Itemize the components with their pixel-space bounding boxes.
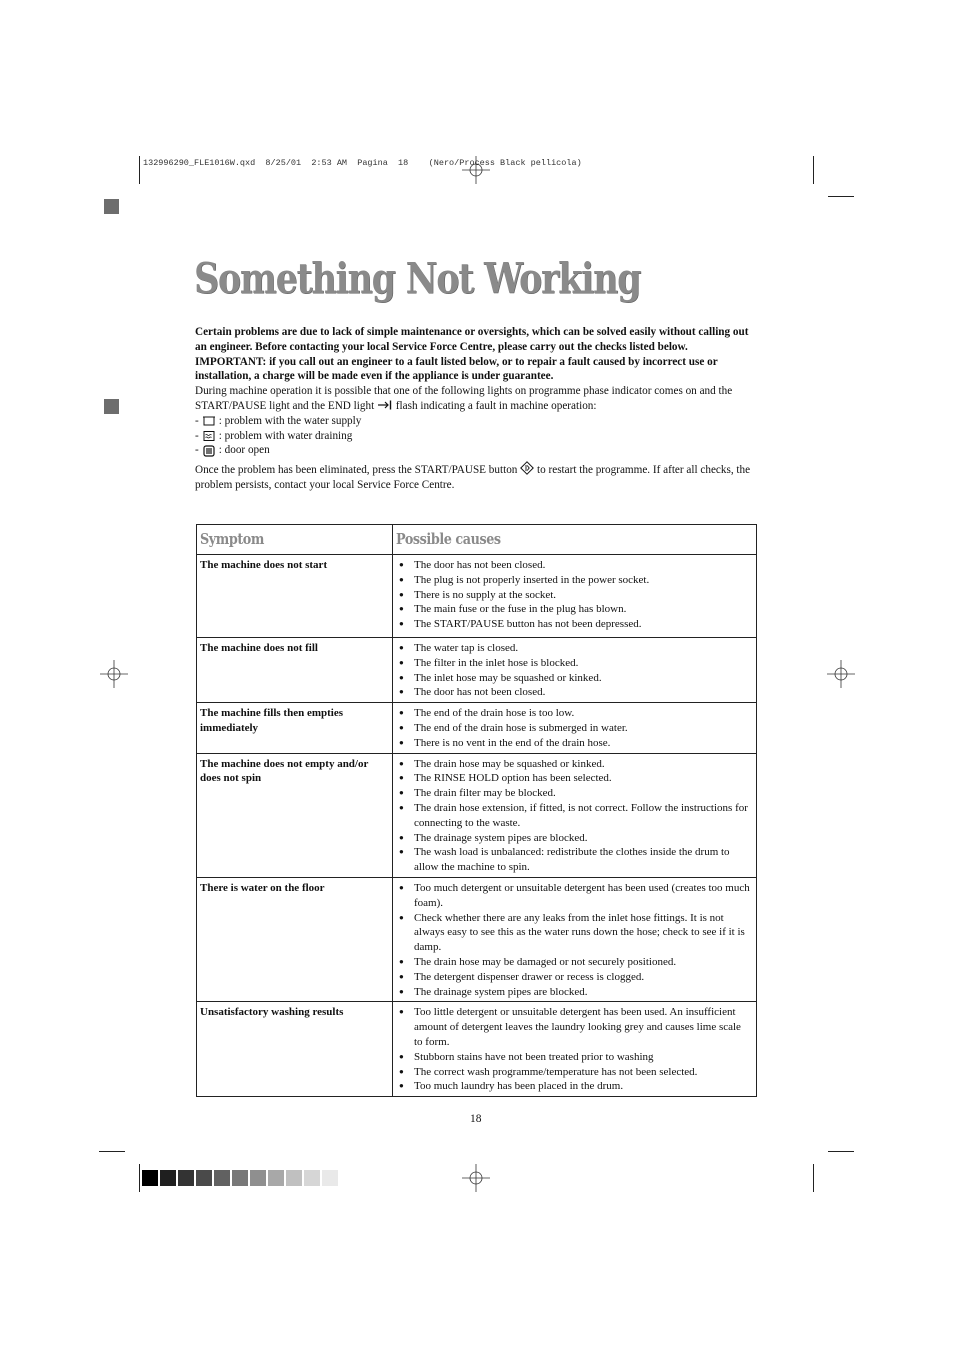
start-pause-button-icon	[520, 461, 534, 475]
margin-square	[104, 399, 119, 414]
crop-mark	[813, 1164, 814, 1192]
color-swatch	[268, 1170, 284, 1186]
crop-mark	[828, 1151, 854, 1152]
water-supply-icon	[202, 415, 216, 427]
causes-cell	[393, 638, 757, 703]
cause-item: ● The plug is not properly inserted in the power socket.	[396, 573, 752, 588]
cause-item: ● There is no vent in the end of the drain hose.	[396, 736, 752, 751]
crop-mark	[828, 196, 854, 197]
causes-cell	[393, 877, 757, 1001]
cause-item: ● The wash load is unbalanced: redistribute the clothes inside the drum to allow the machine to spin.	[396, 845, 752, 875]
cause-item: ● Too much detergent or unsuitable detergent has been used (creates too much foam).	[396, 881, 752, 911]
intro-bold-paragraph: Certain problems are due to lack of simple maintenance or oversights, which can be solved easily without calling out an engineer. Before contacting your local Service Force Centre, please carry out the checks listed below.	[195, 326, 749, 353]
cause-item: ● The drainage system pipes are blocked.	[396, 831, 752, 846]
crop-mark	[99, 1151, 125, 1152]
cause-item: ● The inlet hose may be squashed or kinked.	[396, 671, 752, 686]
cause-item: ● Too much laundry has been placed in the drum.	[396, 1079, 752, 1094]
causes-cell	[393, 753, 757, 877]
crop-mark	[813, 156, 814, 184]
color-swatch	[178, 1170, 194, 1186]
causes-cell	[393, 555, 757, 638]
registration-mark-icon	[827, 660, 855, 688]
color-swatch	[322, 1170, 338, 1186]
page-number: 18	[470, 1113, 482, 1125]
cause-item: ● The door has not been closed.	[396, 558, 752, 573]
color-swatch	[214, 1170, 230, 1186]
table-row	[197, 877, 757, 1001]
cause-item: ● The detergent dispenser drawer or recess is clogged.	[396, 970, 752, 985]
symptom-cell: The machine does not start	[197, 555, 393, 638]
indicator-item: - : problem with water draining	[195, 429, 353, 442]
causes-header: Possible causes	[393, 525, 757, 555]
end-light-icon	[377, 400, 393, 410]
registration-mark-icon	[100, 660, 128, 688]
print-slug: 132996290_FLE1016W.qxd 8/25/01 2:53 AM Pagina 18 (Nero/Process Black pellicola)	[143, 158, 582, 168]
cause-item: ● The correct wash programme/temperature has not been selected.	[396, 1065, 752, 1080]
cause-item: ● The door has not been closed.	[396, 685, 752, 700]
cause-item: ● The START/PAUSE button has not been depressed.	[396, 617, 752, 632]
cause-item: ● The drain hose may be damaged or not securely positioned.	[396, 955, 752, 970]
crop-mark	[139, 156, 140, 184]
cause-item: ● Stubborn stains have not been treated prior to washing	[396, 1050, 752, 1065]
color-swatch	[160, 1170, 176, 1186]
symptom-cell: The machine does not empty and/or does not spin	[197, 753, 393, 877]
door-open-icon	[202, 445, 216, 457]
page-title: Something Not Working	[194, 254, 641, 303]
troubleshooting-table	[196, 524, 757, 1097]
table-row	[197, 1002, 757, 1097]
symptom-cell: The machine does not fill	[197, 638, 393, 703]
table-row	[197, 555, 757, 638]
cause-item: ● There is no supply at the socket.	[396, 588, 752, 603]
indicator-item: - : door open	[195, 444, 270, 457]
symptom-cell: The machine fills then empties immediately	[197, 703, 393, 753]
registration-mark-icon	[462, 1164, 490, 1192]
table-header-row	[197, 525, 757, 555]
symptom-cell: There is water on the floor	[197, 877, 393, 1001]
restart-paragraph: Once the problem has been eliminated, press the START/PAUSE button to restart the programme. If after all checks, the problem persists, contact your local Service Force Centre.	[195, 461, 755, 493]
cause-item: ● The water tap is closed.	[396, 641, 752, 656]
table-row	[197, 638, 757, 703]
cause-item: ● The filter in the inlet hose is blocked.	[396, 656, 752, 671]
cause-item: ● The end of the drain hose is submerged in water.	[396, 721, 752, 736]
crop-mark	[139, 1164, 140, 1192]
color-swatch	[304, 1170, 320, 1186]
cause-item: ● The drain filter may be blocked.	[396, 786, 752, 801]
color-swatch	[196, 1170, 212, 1186]
registration-mark-icon	[462, 156, 490, 184]
cause-item: ● The main fuse or the fuse in the plug has blown.	[396, 602, 752, 617]
water-drain-icon	[202, 430, 216, 442]
margin-square	[104, 199, 119, 214]
cause-item: ● The drainage system pipes are blocked.	[396, 985, 752, 1000]
table-row	[197, 703, 757, 753]
color-swatch	[250, 1170, 266, 1186]
cause-item: ● The drain hose extension, if fitted, is not correct. Follow the instructions for connecting to the waste.	[396, 801, 752, 831]
symptom-header: Symptom	[197, 525, 393, 555]
cause-item: ● The RINSE HOLD option has been selected.	[396, 771, 752, 786]
table-row	[197, 753, 757, 877]
cause-item: ● Too little detergent or unsuitable detergent has been used. An insufficient amount of detergent leaves the laundry looking grey and causes lime scale to form.	[396, 1005, 752, 1049]
important-notice: IMPORTANT: if you call out an engineer to a fault listed below, or to repair a fault caused by incorrect use or installation, a charge will be made even if the appliance is under guarantee.	[195, 355, 718, 383]
color-swatch	[286, 1170, 302, 1186]
color-swatch	[142, 1170, 158, 1186]
intro-section	[195, 325, 755, 493]
indicator-item: - : problem with the water supply	[195, 414, 362, 427]
cause-item: ● The end of the drain hose is too low.	[396, 706, 752, 721]
cause-item: ● Check whether there are any leaks from the inlet hose fittings. It is not always easy to see this as the water runs down the hose; check to see if it is damp.	[396, 911, 752, 955]
fault-light-paragraph: During machine operation it is possible that one of the following lights on programme phase indicator comes on and the START/PAUSE light and the END light flash indicating a fault in machine operation:	[195, 385, 733, 412]
color-swatch	[232, 1170, 248, 1186]
causes-cell	[393, 1002, 757, 1097]
causes-cell	[393, 703, 757, 753]
symptom-cell: Unsatisfactory washing results	[197, 1002, 393, 1097]
cause-item: ● The drain hose may be squashed or kinked.	[396, 757, 752, 772]
